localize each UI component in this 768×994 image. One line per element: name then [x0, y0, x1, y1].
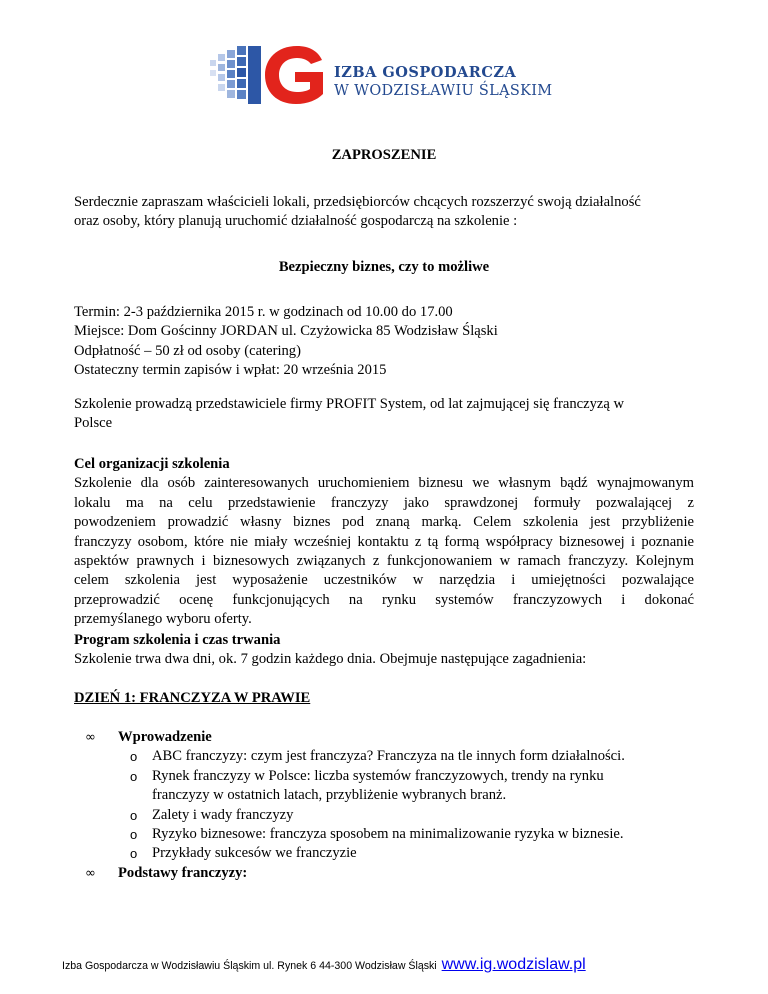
logo-line-1: IZBA GOSPODARCZA: [334, 64, 517, 81]
circle-bullet-icon: o: [130, 749, 138, 765]
document-title: ZAPROSZENIE: [331, 147, 437, 163]
footer-address: Izba Gospodarcza w Wodzisławiu Śląskim ul. Rynek 6 44-300 Wodzisław Śląski: [62, 960, 437, 972]
goal-line: powodzeniem prowadzić własny biznes pod znaną marką. Celem szkolenia jest przybliżenie: [74, 514, 694, 531]
list-subitem-text: ABC franczyzy: czym jest franczyza? Franczyza na tle innych form działalności.: [152, 748, 625, 765]
program-list: [74, 728, 714, 883]
trainers-paragraph: [74, 395, 694, 434]
list-subitem-text-continued: franczyzy w ostatnich latach, przybliżenie wybranych branż.: [152, 787, 507, 804]
trainers-line: Szkolenie prowadzą przedstawiciele firmy PROFIT System, od lat zajmującej się franczyzą w: [74, 396, 625, 412]
list-subitem: [74, 825, 714, 844]
list-subitem-text: Rynek franczyzy w Polsce: liczba systemów franczyzowych, trendy na rynku: [152, 767, 604, 784]
list-subitem-text: Przykłady sukcesów we franczyzie: [152, 845, 357, 862]
goal-line: franczyzy osobom, które nie miały wcześniej kontaktu z tą formą współpracy biznesowej i poznanie: [74, 533, 694, 550]
training-details: [74, 303, 694, 381]
infinity-bullet-icon: ∞: [85, 865, 96, 881]
training-subject: Bezpieczny biznes, czy to możliwe: [278, 259, 490, 275]
goal-line: aspektów prawnych i biznesowych związanych z funkcjonowaniem w ramach franczyzy. Kolejnym: [74, 553, 694, 570]
list-subitem: [74, 747, 714, 766]
list-item-wprowadzenie: [74, 728, 714, 747]
list-subitem-text: Ryzyko biznesowe: franczyza sposobem na minimalizowanie ryzyka w biznesie.: [152, 826, 624, 843]
goal-line: lokalu ma na celu przedstawienie franczyzy jako sprawdzonej formuły pozwalającej z: [74, 494, 694, 511]
circle-bullet-icon: o: [130, 807, 138, 823]
trainers-line: Polsce: [74, 415, 113, 432]
footer-website-link[interactable]: www.ig.wodzislaw.pl: [441, 956, 586, 973]
goal-line: Szkolenie dla osób zainteresowanych uruchomieniem biznesu we własnym bądź wynajmowanym: [74, 475, 694, 492]
list-item-title: Wprowadzenie: [118, 729, 212, 745]
goal-line: celem szkolenia jest wyposażenie uczestników w narzędzia i umiejętności pozwalające: [74, 572, 694, 589]
intro-line: Serdecznie zapraszam właścicieli lokali, przedsiębiorców chcących rozszerzyć swoją działalność: [74, 194, 641, 210]
page-footer: [62, 956, 586, 974]
program-section: [74, 631, 694, 670]
list-item-title: Podstawy franczyzy:: [118, 864, 248, 881]
list-subitem-text: Zalety i wady franczyzy: [152, 806, 294, 823]
logo-text: [334, 64, 552, 100]
list-subitem: [74, 767, 714, 806]
goal-section: [74, 455, 694, 630]
ig-logo-icon: [210, 46, 332, 104]
program-intro: Szkolenie trwa dwa dni, ok. 7 godzin każdego dnia. Obejmuje następujące zagadnienia:: [74, 651, 587, 668]
goal-line: przeprowadzić ocenę funkcjonujących na rynku systemów franczyzowych i dokonać: [74, 591, 694, 608]
detail-odplatnosc: Odpłatność – 50 zł od osoby (catering): [74, 342, 301, 359]
program-heading: Program szkolenia i czas trwania: [74, 632, 281, 648]
intro-paragraph: [74, 193, 694, 232]
circle-bullet-icon: o: [130, 846, 138, 862]
chamber-logo: [210, 46, 553, 104]
circle-bullet-icon: o: [130, 768, 138, 784]
list-item-podstawy: [74, 864, 714, 883]
day-1-heading: DZIEŃ 1: FRANCZYZA W PRAWIE: [74, 690, 311, 706]
detail-miejsce: Miejsce: Dom Gościnny JORDAN ul. Czyżowicka 85 Wodzisław Śląski: [74, 323, 498, 340]
list-subitem: [74, 806, 714, 825]
intro-line: oraz osoby, który planują uruchomić działalność gospodarczą na szkolenie :: [74, 213, 518, 230]
goal-heading: Cel organizacji szkolenia: [74, 456, 230, 472]
detail-termin: Termin: 2-3 października 2015 r. w godzinach od 10.00 do 17.00: [74, 304, 453, 320]
logo-line-2: W WODZISŁAWIU ŚLĄSKIM: [334, 83, 553, 99]
circle-bullet-icon: o: [130, 827, 138, 843]
infinity-bullet-icon: ∞: [85, 730, 96, 745]
goal-paragraph: [74, 474, 694, 629]
goal-line: przemyślanego wyboru oferty.: [74, 611, 252, 628]
list-subitem: [74, 844, 714, 863]
detail-termin-zapisow: Ostateczny termin zapisów i wpłat: 20 września 2015: [74, 362, 387, 379]
